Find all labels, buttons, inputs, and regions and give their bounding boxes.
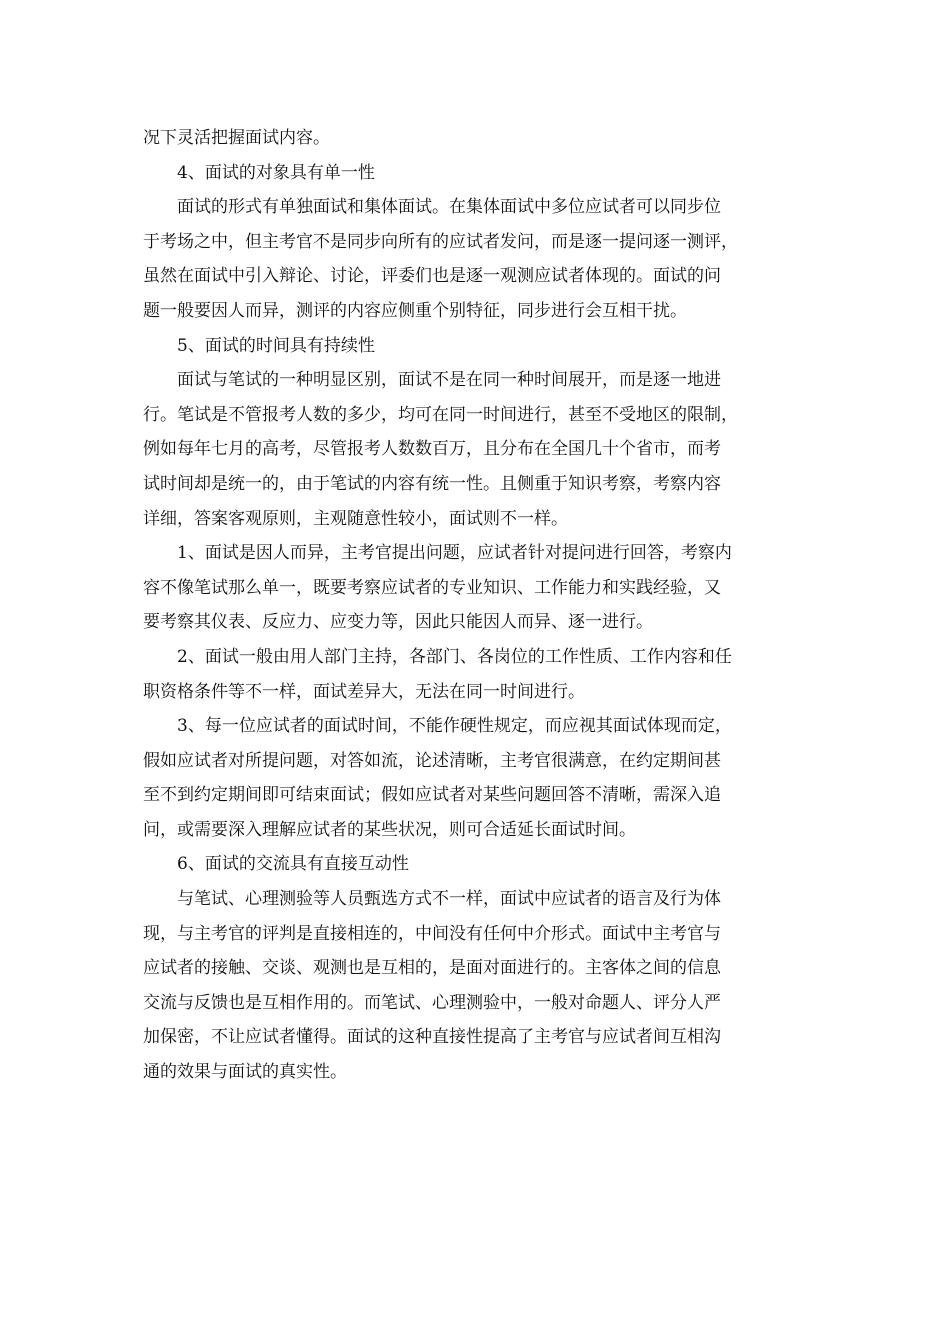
text-line: 4、面试的对象具有单一性 [177,162,375,183]
text-line: 题一般要因人而异，测评的内容应侧重个别特征，同步进行会互相干扰。 [143,300,687,321]
text-line: 交流与反馈也是互相作用的。而笔试、心理测验中，一般对命题人、评分人严 [143,992,721,1013]
text-line: 通的效果与面试的真实性。 [143,1062,347,1083]
text-line: 行。笔试是不管报考人数的多少，均可在同一时间进行，甚至不受地区的限制， [143,404,738,425]
text-line: 详细，答案客观原则，主观随意性较小，面试则不一样。 [143,508,568,529]
text-line: 至不到约定期间即可结束面试；假如应试者对某些问题回答不清晰，需深入追 [143,785,721,806]
text-line: 假如应试者对所提问题，对答如流，论述清晰，主考官很满意，在约定期间甚 [143,750,721,771]
text-line: 5、面试的时间具有持续性 [177,335,375,356]
text-line: 应试者的接触、交谈、观测也是互相的，是面对面进行的。主客体之间的信息 [143,958,721,979]
text-line: 于考场之中，但主考官不是同步向所有的应试者发问，而是逐一提问逐一测评， [143,231,738,252]
text-line: 2、面试一般由用人部门主持，各部门、各岗位的工作性质、工作内容和任 [177,646,732,667]
text-line: 面试与笔试的一种明显区别，面试不是在同一种时间展开，而是逐一地进 [177,370,721,391]
paragraph [143,536,811,640]
text-line: 与笔试、心理测验等人员甄选方式不一样，面试中应试者的语言及行为体 [177,889,721,910]
paragraph [143,329,811,364]
text-line: 6、面试的交流具有直接互动性 [177,854,409,875]
paragraph [143,640,811,709]
text-line: 现，与主考官的评判是直接相连的，中间没有任何中介形式。面试中主考官与 [143,923,721,944]
text-line: 问，或需要深入理解应试者的某些状况，则可合适延长面试时间。 [143,819,636,840]
paragraph [143,882,811,1090]
text-line: 例如每年七月的高考，尽管报考人数数百万，且分布在全国几十个省市，而考 [143,439,721,460]
text-line: 面试的形式有单独面试和集体面试。在集体面试中多位应试者可以同步位 [177,197,721,218]
paragraph [143,190,811,328]
text-line: 虽然在面试中引入辩论、讨论，评委们也是逐一观测应试者体现的。面试的问 [143,266,721,287]
text-line: 容不像笔试那么单一，既要考察应试者的专业知识、工作能力和实践经验，又 [143,577,721,598]
paragraph [143,847,811,882]
text-line: 职资格条件等不一样，面试差异大，无法在同一时间进行。 [143,681,585,702]
text-line: 况下灵活把握面试内容。 [143,128,330,148]
paragraph [143,363,811,536]
paragraph [143,121,811,156]
paragraph [143,709,811,847]
text-line: 3、每一位应试者的面试时间，不能作硬性规定，而应视其面试体现而定， [177,716,732,737]
text-line: 加保密，不让应试者懂得。面试的这种直接性提高了主考官与应试者间互相沟 [143,1027,721,1048]
text-line: 1、面试是因人而异，主考官提出问题，应试者针对提问进行回答，考察内 [177,543,732,564]
document-body [143,121,811,1090]
paragraph [143,156,811,191]
text-line: 要考察其仪表、反应力、应变力等，因此只能因人而异、逐一进行。 [143,612,653,633]
text-line: 试时间却是统一的，由于笔试的内容有统一性。且侧重于知识考察，考察内容 [143,473,721,494]
